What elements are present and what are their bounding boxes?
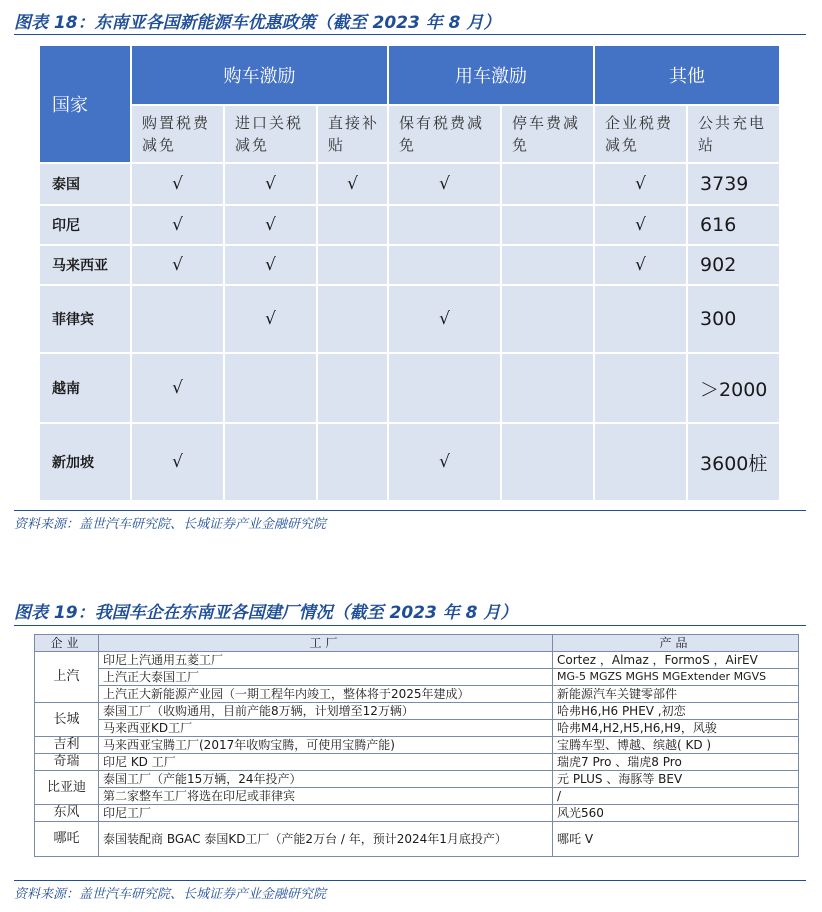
policy-cell: [224, 353, 317, 423]
policy-cell: √: [594, 205, 687, 245]
subheader-parking-fee: 停车费减免: [501, 105, 594, 163]
policy-cell: [594, 285, 687, 353]
policy-cell: [594, 423, 687, 501]
table-row: [35, 686, 799, 703]
policy-cell: √: [594, 163, 687, 205]
factory-table: [34, 634, 799, 857]
figure-18-title: 图表 18：东南亚各国新能源车优惠政策（截至 2023 年 8 月）: [14, 13, 501, 33]
country-name: 印尼: [39, 205, 131, 245]
policy-cell: √: [388, 163, 501, 205]
policy-cell: √: [388, 423, 501, 501]
header-product: 产品: [553, 635, 799, 652]
policy-cell: [388, 245, 501, 285]
table-row: [35, 805, 799, 822]
policy-cell: [317, 353, 388, 423]
enterprise-name: 东风: [35, 805, 99, 822]
table-row: [35, 788, 799, 805]
figure-19-source-rule: [14, 880, 806, 881]
enterprise-name: 长城: [35, 703, 99, 737]
table-row: [39, 353, 780, 423]
policy-cell: [317, 285, 388, 353]
table-row: [35, 771, 799, 788]
table-row: [35, 822, 799, 857]
factory-cell: 上汽正大泰国工厂: [99, 669, 553, 686]
table-row: [39, 163, 780, 205]
policy-cell: √: [131, 245, 224, 285]
policy-cell: [501, 205, 594, 245]
enterprise-name: 上汽: [35, 652, 99, 703]
policy-cell: [317, 423, 388, 501]
header-purchase-incentives: 购车激励: [131, 45, 388, 105]
policy-cell: √: [131, 163, 224, 205]
policy-cell: [501, 353, 594, 423]
policy-cell: √: [224, 163, 317, 205]
subheader-purchase-tax: 购置税费减免: [131, 105, 224, 163]
header-enterprise: 企业: [35, 635, 99, 652]
product-cell: 哈弗M4,H2,H5,H6,H9，风骏: [553, 720, 799, 737]
policy-cell: [317, 245, 388, 285]
enterprise-name: 吉利: [35, 737, 99, 754]
ev-policy-table: [38, 44, 781, 502]
header-country: 国家: [39, 45, 131, 163]
charging-station-count: 902: [687, 245, 780, 285]
product-cell: 宝腾车型、博越、缤越( KD ): [553, 737, 799, 754]
product-cell: MG-5 MGZS MGHS MGExtender MGVS: [553, 669, 799, 686]
charging-station-count: 616: [687, 205, 780, 245]
enterprise-name: 奇瑞: [35, 754, 99, 771]
policy-cell: [131, 285, 224, 353]
policy-cell: [501, 163, 594, 205]
factory-cell: 马来西亚宝腾工厂(2017年收购宝腾，可使用宝腾产能): [99, 737, 553, 754]
country-name: 菲律宾: [39, 285, 131, 353]
figure-18-source: 资料来源：盖世汽车研究院、长城证券产业金融研究院: [14, 517, 327, 532]
figure-18-title-rule: [14, 34, 806, 35]
charging-station-count: ＞2000: [687, 353, 780, 423]
policy-cell: [594, 353, 687, 423]
charging-station-count: 3600桩: [687, 423, 780, 501]
policy-cell: √: [131, 353, 224, 423]
policy-cell: [317, 205, 388, 245]
table-row: [39, 245, 780, 285]
factory-cell: 印尼 KD 工厂: [99, 754, 553, 771]
table-row: [39, 423, 780, 501]
policy-cell: √: [131, 205, 224, 245]
policy-cell: [501, 245, 594, 285]
factory-cell: 印尼上汽通用五菱工厂: [99, 652, 553, 669]
product-cell: /: [553, 788, 799, 805]
table-row: [39, 285, 780, 353]
subheader-corporate-tax: 企业税费减免: [594, 105, 687, 163]
policy-cell: √: [224, 285, 317, 353]
figure-19-title-rule: [14, 625, 806, 626]
policy-cell: [224, 423, 317, 501]
header-other: 其他: [594, 45, 780, 105]
policy-cell: √: [317, 163, 388, 205]
factory-cell: 泰国工厂（收购通用，目前产能8万辆，计划增至12万辆）: [99, 703, 553, 720]
table-row: [35, 754, 799, 771]
factory-cell: 第二家整车工厂将选在印尼或菲律宾: [99, 788, 553, 805]
country-name: 泰国: [39, 163, 131, 205]
policy-cell: √: [388, 285, 501, 353]
country-name: 新加坡: [39, 423, 131, 501]
charging-station-count: 300: [687, 285, 780, 353]
enterprise-name: 比亚迪: [35, 771, 99, 805]
product-cell: 哪吒 V: [553, 822, 799, 857]
table-row: [39, 205, 780, 245]
figure-19-source: 资料来源：盖世汽车研究院、长城证券产业金融研究院: [14, 887, 327, 902]
subheader-import-tariff: 进口关税减免: [224, 105, 317, 163]
charging-station-count: 3739: [687, 163, 780, 205]
table-row: [35, 652, 799, 669]
table-row: [35, 737, 799, 754]
header-factory: 工厂: [99, 635, 553, 652]
policy-cell: √: [131, 423, 224, 501]
product-cell: 风光560: [553, 805, 799, 822]
policy-cell: √: [594, 245, 687, 285]
factory-cell: 马来西亚KD工厂: [99, 720, 553, 737]
product-cell: 哈弗H6,H6 PHEV ,初恋: [553, 703, 799, 720]
policy-cell: [388, 353, 501, 423]
policy-cell: [501, 423, 594, 501]
product-cell: 元 PLUS 、海豚等 BEV: [553, 771, 799, 788]
product-cell: 瑞虎7 Pro 、瑞虎8 Pro: [553, 754, 799, 771]
header-use-incentives: 用车激励: [388, 45, 594, 105]
policy-cell: √: [224, 245, 317, 285]
table-row: [35, 703, 799, 720]
country-name: 越南: [39, 353, 131, 423]
policy-cell: [501, 285, 594, 353]
subheader-direct-subsidy: 直接补贴: [317, 105, 388, 163]
table-row: [35, 720, 799, 737]
subheader-charging-stations: 公共充电站: [687, 105, 780, 163]
table-row: [35, 669, 799, 686]
subheader-ownership-tax: 保有税费减免: [388, 105, 501, 163]
policy-cell: √: [224, 205, 317, 245]
enterprise-name: 哪吒: [35, 822, 99, 857]
factory-cell: 上汽正大新能源产业园（一期工程年内竣工，整体将于2025年建成）: [99, 686, 553, 703]
product-cell: Cortez ，Almaz ，FormoS ，AirEV: [553, 652, 799, 669]
policy-cell: [388, 205, 501, 245]
figure-19-title: 图表 19：我国车企在东南亚各国建厂情况（截至 2023 年 8 月）: [14, 603, 518, 623]
factory-cell: 印尼工厂: [99, 805, 553, 822]
product-cell: 新能源汽车关键零部件: [553, 686, 799, 703]
figure-18-source-rule: [14, 510, 806, 511]
factory-cell: 泰国装配商 BGAC 泰国KD工厂（产能2万台 / 年，预计2024年1月底投产）: [99, 822, 553, 857]
factory-cell: 泰国工厂（产能15万辆，24年投产）: [99, 771, 553, 788]
country-name: 马来西亚: [39, 245, 131, 285]
